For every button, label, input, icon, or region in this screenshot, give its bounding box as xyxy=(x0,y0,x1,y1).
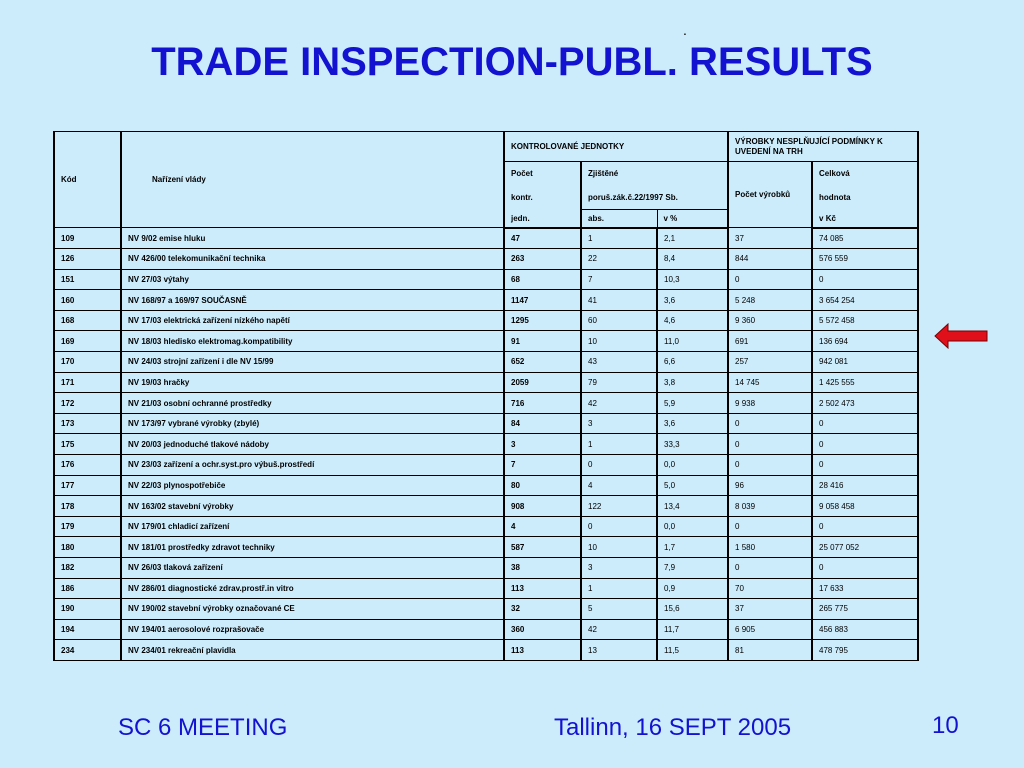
pocet-cell: 91 xyxy=(504,331,581,352)
pct-cell: 13,4 xyxy=(657,496,728,517)
pocet-vyrobku-cell: 6 905 xyxy=(728,619,812,640)
pct-cell: 11,0 xyxy=(657,331,728,352)
table-row xyxy=(54,352,918,373)
pct-cell: 8,4 xyxy=(657,249,728,270)
kod-cell: 177 xyxy=(54,475,121,496)
table-row xyxy=(54,434,918,455)
pocet-vyrobku-cell: 37 xyxy=(728,228,812,249)
abs-cell: 1 xyxy=(581,228,657,249)
pocet-vyrobku-cell: 81 xyxy=(728,640,812,661)
abs-cell: 41 xyxy=(581,290,657,311)
kod-cell: 186 xyxy=(54,578,121,599)
pct-cell: 0,0 xyxy=(657,455,728,476)
pocet-cell: 587 xyxy=(504,537,581,558)
table-row xyxy=(54,619,918,640)
table-row xyxy=(54,475,918,496)
header-pocet-3: jedn. xyxy=(504,210,581,228)
pct-cell: 2,1 xyxy=(657,228,728,249)
kod-cell: 179 xyxy=(54,516,121,537)
kod-cell: 171 xyxy=(54,372,121,393)
hodnota-cell: 576 559 xyxy=(812,249,918,270)
header-vyrobky: VÝROBKY NESPLŇUJÍCÍ PODMÍNKY K UVEDENÍ NA TRH xyxy=(728,132,918,162)
table-row xyxy=(54,599,918,620)
abs-cell: 3 xyxy=(581,558,657,579)
pocet-cell: 80 xyxy=(504,475,581,496)
table-row xyxy=(54,640,918,661)
kod-cell: 170 xyxy=(54,352,121,373)
pocet-cell: 1147 xyxy=(504,290,581,311)
hodnota-cell: 3 654 254 xyxy=(812,290,918,311)
kod-cell: 176 xyxy=(54,455,121,476)
abs-cell: 42 xyxy=(581,619,657,640)
narizeni-cell: NV 19/03 hračky xyxy=(121,372,504,393)
narizeni-cell: NV 179/01 chladicí zařízení xyxy=(121,516,504,537)
header-narizeni: Nařízení vlády xyxy=(121,132,504,228)
narizeni-cell: NV 163/02 stavební výrobky xyxy=(121,496,504,517)
abs-cell: 1 xyxy=(581,578,657,599)
hodnota-cell: 136 694 xyxy=(812,331,918,352)
pocet-cell: 652 xyxy=(504,352,581,373)
pocet-cell: 3 xyxy=(504,434,581,455)
table-row xyxy=(54,393,918,414)
kod-cell: 175 xyxy=(54,434,121,455)
table-row xyxy=(54,578,918,599)
kod-cell: 168 xyxy=(54,310,121,331)
pocet-vyrobku-cell: 1 580 xyxy=(728,537,812,558)
abs-cell: 13 xyxy=(581,640,657,661)
hodnota-cell: 0 xyxy=(812,434,918,455)
pct-cell: 1,7 xyxy=(657,537,728,558)
pocet-cell: 113 xyxy=(504,578,581,599)
pct-cell: 5,9 xyxy=(657,393,728,414)
hodnota-cell: 0 xyxy=(812,269,918,290)
slide-dot: . xyxy=(683,22,687,38)
table-row xyxy=(54,310,918,331)
pocet-cell: 84 xyxy=(504,413,581,434)
pocet-cell: 1295 xyxy=(504,310,581,331)
pocet-vyrobku-cell: 8 039 xyxy=(728,496,812,517)
abs-cell: 42 xyxy=(581,393,657,414)
abs-cell: 5 xyxy=(581,599,657,620)
narizeni-cell: NV 234/01 rekreační plavidla xyxy=(121,640,504,661)
abs-cell: 7 xyxy=(581,269,657,290)
pct-cell: 0,9 xyxy=(657,578,728,599)
hodnota-cell: 2 502 473 xyxy=(812,393,918,414)
pocet-vyrobku-cell: 9 360 xyxy=(728,310,812,331)
kod-cell: 151 xyxy=(54,269,121,290)
table-row xyxy=(54,228,918,249)
pct-cell: 3,6 xyxy=(657,290,728,311)
hodnota-cell: 942 081 xyxy=(812,352,918,373)
pocet-cell: 360 xyxy=(504,619,581,640)
abs-cell: 60 xyxy=(581,310,657,331)
pct-cell: 10,3 xyxy=(657,269,728,290)
header-celkova-2: hodnota xyxy=(812,186,918,210)
kod-cell: 194 xyxy=(54,619,121,640)
narizeni-cell: NV 173/97 vybrané výrobky (zbylé) xyxy=(121,413,504,434)
table-row xyxy=(54,331,918,352)
pocet-cell: 113 xyxy=(504,640,581,661)
pocet-vyrobku-cell: 96 xyxy=(728,475,812,496)
abs-cell: 10 xyxy=(581,331,657,352)
narizeni-cell: NV 26/03 tlaková zařízení xyxy=(121,558,504,579)
kod-cell: 172 xyxy=(54,393,121,414)
narizeni-cell: NV 18/03 hledisko elektromag.kompatibility xyxy=(121,331,504,352)
slide-title: TRADE INSPECTION-PUBL. RESULTS xyxy=(151,40,873,84)
narizeni-cell: NV 27/03 výtahy xyxy=(121,269,504,290)
hodnota-cell: 5 572 458 xyxy=(812,310,918,331)
header-zjistene-1: Zjištěné xyxy=(581,162,728,186)
pocet-cell: 68 xyxy=(504,269,581,290)
pocet-cell: 2059 xyxy=(504,372,581,393)
hodnota-cell: 74 085 xyxy=(812,228,918,249)
pocet-vyrobku-cell: 5 248 xyxy=(728,290,812,311)
pct-cell: 7,9 xyxy=(657,558,728,579)
kod-cell: 190 xyxy=(54,599,121,620)
pocet-vyrobku-cell: 844 xyxy=(728,249,812,270)
narizeni-cell: NV 22/03 plynospotřebiče xyxy=(121,475,504,496)
pocet-vyrobku-cell: 0 xyxy=(728,558,812,579)
table-row xyxy=(54,249,918,270)
pocet-cell: 908 xyxy=(504,496,581,517)
header-vpct: v % xyxy=(657,210,728,228)
pocet-vyrobku-cell: 14 745 xyxy=(728,372,812,393)
footer-meeting: SC 6 MEETING xyxy=(118,714,288,741)
narizeni-cell: NV 194/01 aerosolové rozprašovače xyxy=(121,619,504,640)
pct-cell: 3,6 xyxy=(657,413,728,434)
header-pocet-2: kontr. xyxy=(504,186,581,210)
red-arrow-left-icon xyxy=(934,323,988,349)
hodnota-cell: 456 883 xyxy=(812,619,918,640)
header-abs: abs. xyxy=(581,210,657,228)
kod-cell: 160 xyxy=(54,290,121,311)
pocet-vyrobku-cell: 9 938 xyxy=(728,393,812,414)
hodnota-cell: 1 425 555 xyxy=(812,372,918,393)
pocet-vyrobku-cell: 70 xyxy=(728,578,812,599)
table-row xyxy=(54,516,918,537)
pocet-vyrobku-cell: 691 xyxy=(728,331,812,352)
kod-cell: 126 xyxy=(54,249,121,270)
footer-location-date: Tallinn, 16 SEPT 2005 xyxy=(554,714,792,741)
pct-cell: 5,0 xyxy=(657,475,728,496)
page-number: 10 xyxy=(932,712,959,739)
pocet-vyrobku-cell: 37 xyxy=(728,599,812,620)
table-row xyxy=(54,413,918,434)
kod-cell: 182 xyxy=(54,558,121,579)
abs-cell: 4 xyxy=(581,475,657,496)
abs-cell: 0 xyxy=(581,516,657,537)
table-row xyxy=(54,537,918,558)
hodnota-cell: 25 077 052 xyxy=(812,537,918,558)
pocet-cell: 47 xyxy=(504,228,581,249)
abs-cell: 1 xyxy=(581,434,657,455)
pocet-vyrobku-cell: 257 xyxy=(728,352,812,373)
pct-cell: 0,0 xyxy=(657,516,728,537)
abs-cell: 122 xyxy=(581,496,657,517)
narizeni-cell: NV 286/01 diagnostické zdrav.prostř.in vitro xyxy=(121,578,504,599)
pocet-cell: 4 xyxy=(504,516,581,537)
header-pocet-1: Počet xyxy=(504,162,581,186)
pocet-vyrobku-cell: 0 xyxy=(728,269,812,290)
pct-cell: 11,5 xyxy=(657,640,728,661)
kod-cell: 180 xyxy=(54,537,121,558)
header-celkova-1: Celková xyxy=(812,162,918,186)
pct-cell: 15,6 xyxy=(657,599,728,620)
header-kod: Kód xyxy=(54,132,121,228)
abs-cell: 10 xyxy=(581,537,657,558)
pct-cell: 6,6 xyxy=(657,352,728,373)
pocet-vyrobku-cell: 0 xyxy=(728,434,812,455)
narizeni-cell: NV 20/03 jednoduché tlakové nádoby xyxy=(121,434,504,455)
pocet-vyrobku-cell: 0 xyxy=(728,516,812,537)
header-celkova-3: v Kč xyxy=(812,210,918,228)
narizeni-cell: NV 426/00 telekomunikační technika xyxy=(121,249,504,270)
pct-cell: 3,8 xyxy=(657,372,728,393)
kod-cell: 109 xyxy=(54,228,121,249)
header-zjistene-2: poruš.zák.č.22/1997 Sb. xyxy=(581,186,728,210)
pocet-cell: 7 xyxy=(504,455,581,476)
pct-cell: 33,3 xyxy=(657,434,728,455)
narizeni-cell: NV 17/03 elektrická zařízení nízkého napětí xyxy=(121,310,504,331)
kod-cell: 169 xyxy=(54,331,121,352)
header-pocet-vyrobku: Počet výrobků xyxy=(728,162,812,228)
table-row xyxy=(54,372,918,393)
pocet-cell: 716 xyxy=(504,393,581,414)
hodnota-cell: 265 775 xyxy=(812,599,918,620)
table-row xyxy=(54,496,918,517)
hodnota-cell: 0 xyxy=(812,516,918,537)
kod-cell: 173 xyxy=(54,413,121,434)
abs-cell: 43 xyxy=(581,352,657,373)
table-row xyxy=(54,558,918,579)
pocet-vyrobku-cell: 0 xyxy=(728,455,812,476)
header-kontrolovane: KONTROLOVANÉ JEDNOTKY xyxy=(504,132,728,162)
narizeni-cell: NV 23/03 zařízení a ochr.syst.pro výbuš.prostředí xyxy=(121,455,504,476)
inspection-results-table xyxy=(53,131,919,661)
pocet-vyrobku-cell: 0 xyxy=(728,413,812,434)
table-row xyxy=(54,455,918,476)
table-row xyxy=(54,269,918,290)
pct-cell: 11,7 xyxy=(657,619,728,640)
hodnota-cell: 28 416 xyxy=(812,475,918,496)
abs-cell: 79 xyxy=(581,372,657,393)
table-row xyxy=(54,290,918,311)
hodnota-cell: 17 633 xyxy=(812,578,918,599)
narizeni-cell: NV 9/02 emise hluku xyxy=(121,228,504,249)
kod-cell: 178 xyxy=(54,496,121,517)
narizeni-cell: NV 21/03 osobní ochranné prostředky xyxy=(121,393,504,414)
narizeni-cell: NV 190/02 stavební výrobky označované CE xyxy=(121,599,504,620)
pocet-cell: 263 xyxy=(504,249,581,270)
hodnota-cell: 0 xyxy=(812,455,918,476)
kod-cell: 234 xyxy=(54,640,121,661)
narizeni-cell: NV 168/97 a 169/97 SOUČASNĚ xyxy=(121,290,504,311)
hodnota-cell: 0 xyxy=(812,558,918,579)
abs-cell: 22 xyxy=(581,249,657,270)
pct-cell: 4,6 xyxy=(657,310,728,331)
abs-cell: 3 xyxy=(581,413,657,434)
narizeni-cell: NV 181/01 prostředky zdravot techniky xyxy=(121,537,504,558)
narizeni-cell: NV 24/03 strojní zařízení i dle NV 15/99 xyxy=(121,352,504,373)
abs-cell: 0 xyxy=(581,455,657,476)
hodnota-cell: 9 058 458 xyxy=(812,496,918,517)
hodnota-cell: 478 795 xyxy=(812,640,918,661)
pocet-cell: 32 xyxy=(504,599,581,620)
hodnota-cell: 0 xyxy=(812,413,918,434)
pocet-cell: 38 xyxy=(504,558,581,579)
